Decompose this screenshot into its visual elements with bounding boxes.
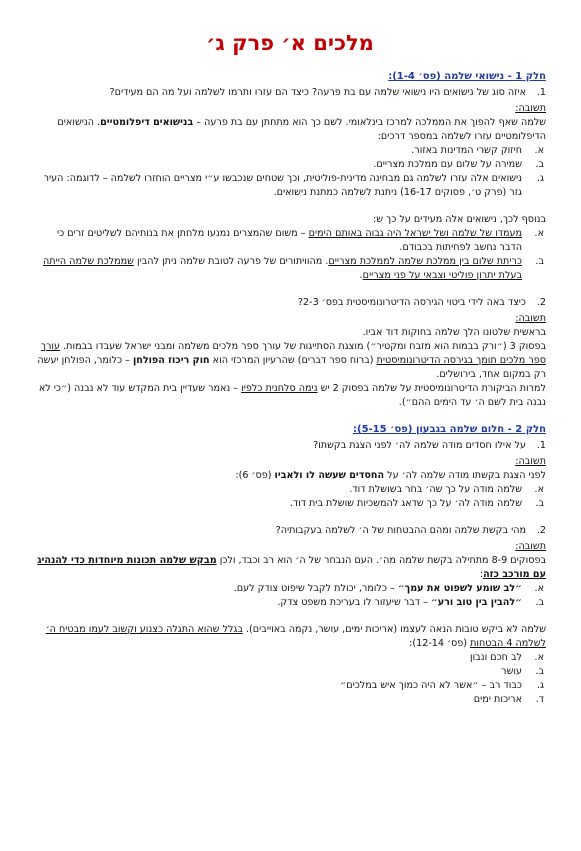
answer-text: שלמה שאף להפוך את הממלכה למרכז בינלאומי. לשם כך הוא מתחתן עם בת פרעה – xyxy=(196,117,546,128)
plain-text: (פס׳ 12-14): xyxy=(409,638,471,649)
additional-intro: בנוסף לכך, נישואים אלה מעידים על כך ש: xyxy=(372,214,546,225)
list-letter: א. xyxy=(534,228,544,239)
answer-line xyxy=(34,340,546,382)
list-item xyxy=(34,497,546,511)
page-title: מלכים א׳ פרק ג׳ xyxy=(206,31,374,55)
plain-text: . מהוויתורים של פרעה לטובת שלמה ניתן להבין xyxy=(133,256,329,267)
list-letter: ג. xyxy=(536,680,544,691)
list-letter: ב. xyxy=(535,597,544,608)
list-text: כבוד רב – ״אשר לא היה כמוך איש במלכים״ xyxy=(340,680,522,691)
answer-bold: בנישואים דיפלומטיים xyxy=(100,117,194,128)
question-2-2 xyxy=(34,524,546,538)
document-page xyxy=(34,30,546,707)
answer-paragraph xyxy=(34,469,546,483)
plain-text: – כלומר, הפולחן יעשה רק במקום אחד, בירושלים. xyxy=(37,355,546,380)
list-item xyxy=(34,693,546,707)
list-item xyxy=(34,255,546,283)
plain-text: למרות הביקורת הדיטרונומיסטית על שלמה בפסוק 2 יש xyxy=(317,383,546,394)
closing-paragraph xyxy=(34,623,546,651)
question-text: כיצד באה לידי ביטוי הגירסה הדיטרונומיסטית בפס׳ 2-3? xyxy=(297,297,526,308)
list-item xyxy=(34,679,546,693)
plain-text: לפני הצגת בקשתו מודה שלמה לה׳ על xyxy=(384,470,546,481)
list-text xyxy=(34,227,522,255)
list-item xyxy=(34,582,546,596)
plain-text: (פס׳ 6): xyxy=(235,470,275,481)
bold-text: ״להבין בין טוב ורע״ xyxy=(430,597,522,608)
answer-rest: . הנישואים הדיפלומטיים עזרו לשלמה במספר דרכים: xyxy=(57,117,546,142)
question-1-1 xyxy=(34,86,546,100)
question-number: 2. xyxy=(536,525,546,536)
list-item xyxy=(34,172,546,200)
plain-text: שלמה לא ביקש טובות הנאה לעצמו (אריכות ימים, עושר, נקמה באוייבים). xyxy=(242,624,546,635)
question-2-1 xyxy=(34,439,546,453)
answer-label: תשובה: xyxy=(515,103,546,114)
list-letter: ב. xyxy=(535,666,544,677)
underlined-text: שממלכת שלמה הייתה בעלת יתרון פוליטי וצבאי על פני מצריים xyxy=(43,256,522,281)
list-item xyxy=(34,483,546,497)
list-letter: א. xyxy=(534,484,544,495)
plain-text: : xyxy=(479,569,484,580)
list-text: שמירה על שלום עם ממלכת מצריים. xyxy=(373,159,522,170)
list-text: עושר xyxy=(501,666,522,677)
plain-text: . xyxy=(359,270,363,281)
list-text: שלמה מודה על כך שה׳ בחר בשושלת דוד. xyxy=(349,484,522,495)
list-text: אריכות ימים xyxy=(473,694,522,705)
plain-text: – משום שהמצרים נמנעו מלחתן את בנותיהם לשליטים זרים כי הדבר נחשב לפחיתות בכבודם. xyxy=(56,228,522,253)
list-text xyxy=(34,596,522,610)
plain-text: בפסוקים 8-9 מתחילה בקשת שלמה מה׳. העם הנבחר של ה׳ הוא רב וכבד, ולכן xyxy=(216,555,546,566)
part2-heading: חלק 2 - חלום שלמה בגבעון (פס׳ 5-15): xyxy=(352,424,546,435)
question-number: 1. xyxy=(536,87,546,98)
answer-paragraph xyxy=(34,554,546,582)
list-text: חיזוק קשרי המדינות באזור. xyxy=(411,145,522,156)
list-text: נישואים אלה עזרו לשלמה גם מבחינה מדינית-פוליטית, וכך שטחים שנכבשו ע״י מצריים הוחזרו לשלמה – לדוגמה: העיר גזר (פרק ט׳, פסוקים 16-17) ניתנת לשלמה כמתנת נישואים. xyxy=(43,173,522,198)
answer-paragraph xyxy=(34,116,546,144)
list-item xyxy=(34,158,546,172)
list-item xyxy=(34,651,546,665)
list-letter: א. xyxy=(534,652,544,663)
underlined-text: מבקש שלמה תכונות מיוחדות כדי להנהיג עם מורכב כזה xyxy=(37,555,546,580)
underlined-text: בגלל שהוא התגלה כצנוע וקשוב לעמו מבטיח ה׳ לשלמה 4 הבטחות xyxy=(45,624,546,649)
list-letter: ב. xyxy=(535,498,544,509)
list-letter: ג. xyxy=(536,173,544,184)
question-text: על אילו חסדים מודה שלמה לה׳ לפני הצגת בקשתו? xyxy=(313,440,526,451)
answer-label: תשובה: xyxy=(515,541,546,552)
underlined-text: כריתת שלום בין ממלכת שלמה לממלכת מצריים xyxy=(328,256,522,267)
list-letter: א. xyxy=(534,145,544,156)
underlined-text: מעמדו של שלמה ושל ישראל היה גבוה באותם הימים xyxy=(308,228,522,239)
question-number: 2. xyxy=(536,297,546,308)
list-letter: ב. xyxy=(535,256,544,267)
answer-label: תשובה: xyxy=(515,313,546,324)
answer-label: תשובה: xyxy=(515,456,546,467)
bold-text: חוק ריכוז הפולחן xyxy=(132,355,210,366)
list-item xyxy=(34,227,546,255)
list-text xyxy=(34,255,522,283)
question-text: איזה סוג של נישואים היו נישואי שלמה עם בת פרעה? כיצד הם עזרו ותרמו לשלמה ועל מה הם מעידים? xyxy=(109,87,526,98)
list-text: שלמה מודה לה׳ על כך שדאג להמשכיות שושלת בית דוד. xyxy=(289,498,522,509)
list-item xyxy=(34,596,546,610)
underlined-text: עורך ספר מלכים תומך בגירסה הדיטרונומיסטית xyxy=(40,341,546,366)
part1-heading: חלק 1 - נישואי שלמה (פס׳ 1-4): xyxy=(388,71,546,82)
plain-text: – כלומר, יכולת לקבל שיפוט צודק לעם. xyxy=(233,583,398,594)
underlined-text: נימה סלחנית כלפיו xyxy=(241,383,318,394)
list-text: לב חכם ונבון xyxy=(469,652,522,663)
list-letter: ד. xyxy=(535,694,544,705)
bold-text: ״לב שומע לשפוט את עמך״ xyxy=(397,583,522,594)
answer-line: בראשית שלטונו הלך שלמה בחוקות דוד אביו. xyxy=(362,327,546,338)
plain-text: – נאמר שעדיין בית המקדש עוד לא נבנה (״כי לא נבנה בית לשם ה׳ עד הימים ההם״). xyxy=(38,383,546,408)
question-text: מהי בקשת שלמה ומהם ההבטחות של ה׳ לשלמה בעקבותיה? xyxy=(275,525,526,536)
list-text xyxy=(34,582,522,596)
plain-text: בפסוק 3 (״ורק בבמות הוא מזבח ומקטיר״) מוצגת הסתייגות של עורך ספר מלכים משלמה ומבני ישראל שעבדו בבמות. xyxy=(60,341,546,352)
answer-line xyxy=(34,382,546,410)
list-item xyxy=(34,144,546,158)
question-1-2 xyxy=(34,296,546,310)
list-letter: ב. xyxy=(535,159,544,170)
list-item xyxy=(34,665,546,679)
list-letter: א. xyxy=(534,583,544,594)
question-number: 1. xyxy=(536,440,546,451)
plain-text: – דבר שיעזור לו בעריכת משפט צדק. xyxy=(277,597,431,608)
bold-text: החסדים שעשה לו ולאביו xyxy=(274,470,385,481)
plain-text: (ברוח ספר דברים) שהרעיון המרכזי הוא xyxy=(209,355,377,366)
